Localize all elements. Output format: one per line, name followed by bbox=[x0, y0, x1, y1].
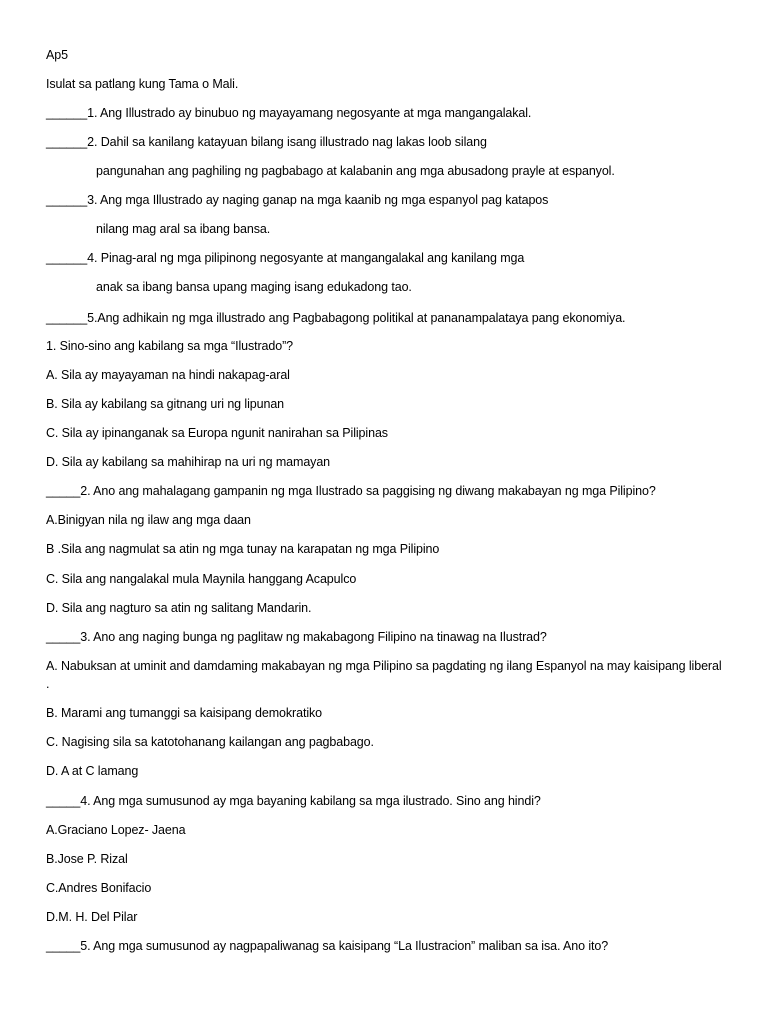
question-2-choice-c: C. Sila ang nangalakal mula Maynila hanggang Acapulco bbox=[46, 572, 357, 586]
tama-mali-item-2-cont: pangunahan ang paghiling ng pagbabago at kalabanin ang mga abusadong prayle at espanyol. bbox=[96, 164, 615, 178]
subject-heading: Ap5 bbox=[46, 48, 68, 62]
tama-mali-item-3: ______3. Ang mga Illustrado ay naging ganap na mga kaanib ng mga espanyol pag katapos bbox=[46, 193, 549, 207]
question-2-choice-b: B .Sila ang nagmulat sa atin ng mga tunay na karapatan ng mga Pilipino bbox=[46, 542, 440, 556]
question-1: 1. Sino-sino ang kabilang sa mga “Ilustrado”? bbox=[46, 339, 294, 353]
question-2-choice-a: A.Binigyan nila ng ilaw ang mga daan bbox=[46, 513, 251, 527]
question-3-choice-b: B. Marami ang tumanggi sa kaisipang demokratiko bbox=[46, 706, 322, 720]
instruction: Isulat sa patlang kung Tama o Mali. bbox=[46, 77, 239, 91]
question-1-choice-d: D. Sila ay kabilang sa mahihirap na uri ng mamayan bbox=[46, 455, 331, 469]
question-5: _____5. Ang mga sumusunod ay nagpapaliwanag sa kaisipang “La Ilustracion” maliban sa isa. Ano ito? bbox=[46, 939, 609, 953]
question-1-choice-c: C. Sila ay ipinanganak sa Europa ngunit nanirahan sa Pilipinas bbox=[46, 426, 388, 440]
tama-mali-item-2: ______2. Dahil sa kanilang katayuan bilang isang illustrado nag lakas loob silang bbox=[46, 135, 487, 149]
question-3-choice-a: A. Nabuksan at uminit and damdaming makabayan ng mga Pilipino sa pagdating ng ilang Espanyol na may kaisipang liberal . bbox=[46, 659, 722, 691]
tama-mali-item-4: ______4. Pinag-aral ng mga pilipinong negosyante at mangangalakal ang kanilang mga bbox=[46, 251, 525, 265]
question-2: _____2. Ano ang mahalagang gampanin ng mga Ilustrado sa paggising ng diwang makabayan ng mga Pilipino? bbox=[46, 484, 656, 498]
question-4-choice-d: D.M. H. Del Pilar bbox=[46, 910, 138, 924]
question-4-choice-c: C.Andres Bonifacio bbox=[46, 881, 152, 895]
tama-mali-item-5: ______5.Ang adhikain ng mga illustrado ang Pagbabagong politikal at pananampalataya pang ekonomiya. bbox=[46, 311, 626, 325]
question-3-choice-d: D. A at C lamang bbox=[46, 764, 139, 778]
question-3-choice-c: C. Nagising sila sa katotohanang kailangan ang pagbabago. bbox=[46, 735, 374, 749]
tama-mali-item-4-cont: anak sa ibang bansa upang maging isang edukadong tao. bbox=[96, 280, 412, 294]
question-1-choice-b: B. Sila ay kabilang sa gitnang uri ng lipunan bbox=[46, 397, 285, 411]
tama-mali-item-3-cont: nilang mag aral sa ibang bansa. bbox=[96, 222, 271, 236]
question-1-choice-a: A. Sila ay mayayaman na hindi nakapag-aral bbox=[46, 368, 290, 382]
question-2-choice-d: D. Sila ang nagturo sa atin ng salitang Mandarin. bbox=[46, 601, 312, 615]
question-4-choice-a: A.Graciano Lopez- Jaena bbox=[46, 823, 186, 837]
question-4: _____4. Ang mga sumusunod ay mga bayaning kabilang sa mga ilustrado. Sino ang hindi? bbox=[46, 794, 541, 808]
tama-mali-item-1: ______1. Ang Illustrado ay binubuo ng mayayamang negosyante at mga mangangalakal. bbox=[46, 106, 532, 120]
question-3: _____3. Ano ang naging bunga ng paglitaw ng makabagong Filipino na tinawag na Ilustrad? bbox=[46, 630, 547, 644]
question-4-choice-b: B.Jose P. Rizal bbox=[46, 852, 128, 866]
